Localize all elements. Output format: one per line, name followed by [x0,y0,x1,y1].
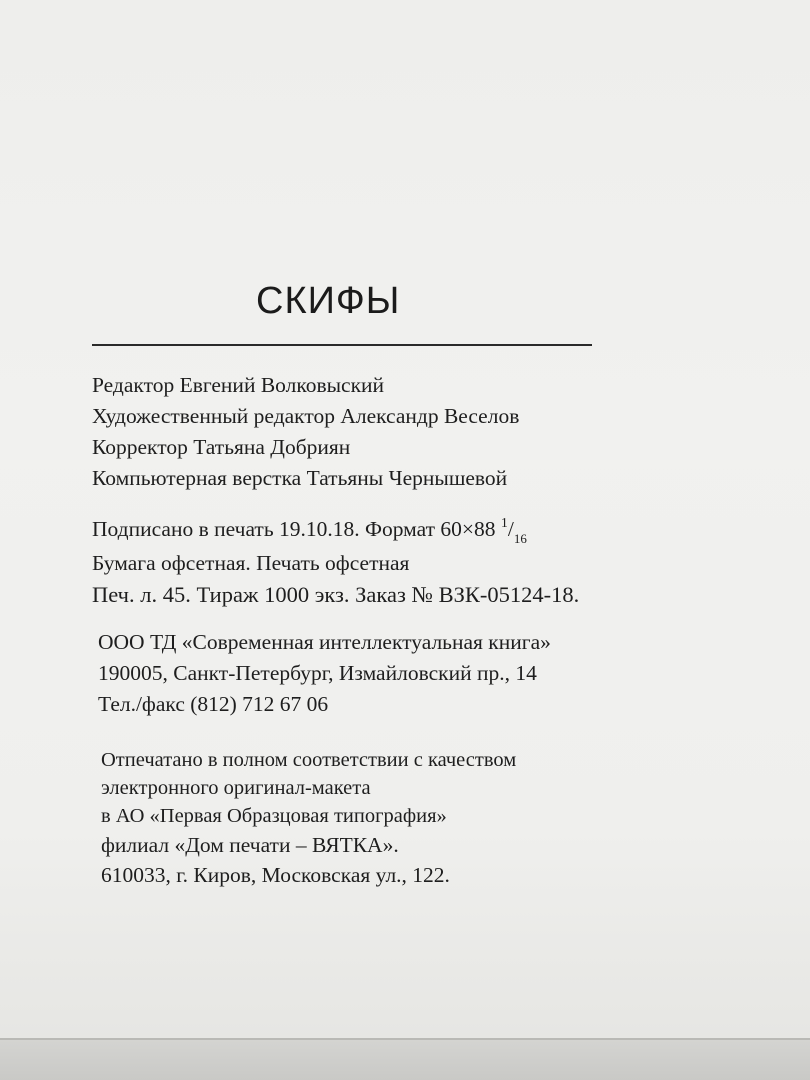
credit-art-editor: Художественный редактор Александр Веселов [92,404,520,428]
publisher-name: ООО ТД «Современная интеллектуальная книга» [98,630,551,654]
imprint-paper: Бумага офсетная. Печать офсетная [92,551,410,575]
printer-address: 610033, г. Киров, Московская ул., 122. [101,863,450,887]
credit-editor: Редактор Евгений Волковыский [92,373,385,397]
title-rule [92,344,592,346]
credit-proofreader: Корректор Татьяна Добриян [92,435,351,459]
format-fraction-denominator: 16 [513,531,527,546]
imprint-signed-text: Подписано в печать 19.10.18. Формат 60×88 [92,517,501,541]
printer-block [101,746,516,890]
imprint-run: Печ. л. 45. Тираж 1000 экз. Заказ № ВЗК-05124-18. [92,582,580,607]
publisher-block [98,627,551,720]
format-fraction-numerator: 1 [500,516,508,531]
printer-branch: филиал «Дом печати – ВЯТКА». [101,833,399,857]
printer-note-2: электронного оригинал-макета [101,777,371,799]
printer-note-1: Отпечатано в полном соответствии с качеством [101,749,517,771]
imprint-signed-line [92,514,579,548]
page-edge [0,1040,810,1080]
book-title: СКИФЫ [256,280,401,322]
credit-layout: Компьютерная верстка Татьяны Чернышевой [92,466,508,490]
credits-block [92,370,519,494]
format-fraction-slash: / [507,517,514,541]
printer-name: в АО «Первая Образцовая типография» [101,805,447,827]
publisher-phone: Тел./факс (812) 712 67 06 [98,692,329,716]
imprint-block [92,514,579,610]
publisher-address: 190005, Санкт-Петербург, Измайловский пр., 14 [98,661,537,685]
